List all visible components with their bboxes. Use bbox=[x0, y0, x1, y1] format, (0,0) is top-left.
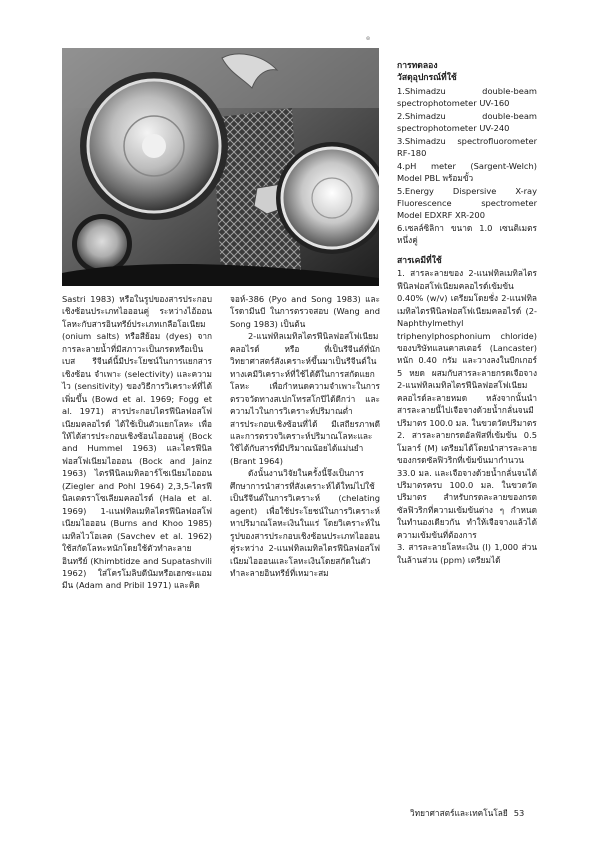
equipment-item: 6.เซลล์ซิลิกา ขนาด 1.0 เซนติเมตร หนึ่งคู่ bbox=[397, 222, 537, 246]
equipment-item: 2.Shimadzu double-beam spectrophotometer UV-240 bbox=[397, 110, 537, 134]
equipment-item: 4.pH meter (Sargent-Welch) Model PBL พร้อมขั้ว bbox=[397, 160, 537, 184]
equipment-item: 3.Shimadzu spectrofluorometer RF-180 bbox=[397, 135, 537, 159]
paragraph: ดังนั้นงานวิจัยในครั้งนี้จึงเป็นการศึกษาการนำสารที่สังเคราะห์ได้ใหม่ไปใช้เป็นรีจีนต์ในการวิเคราะห์ (chelating agent) เพื่อใช้ประโยชน์ในการวิเคราะห์หาปริมาณโลหะเงินในแร่ โดยวิเคราะห์ในรูปของสารประกอบเชิงซ้อนประเภทไอออนคู่ระหว่าง 2-แนฟทิลเมทิลไตรฟีนิลฟอสโฟเนียมไอออนและโลหะเงินโดยสกัดในตัวทำละลายอินทรีย์ที่เหมาะสม bbox=[230, 468, 380, 578]
page-footer bbox=[410, 806, 524, 820]
body-column-3 bbox=[397, 60, 537, 566]
chemicals-heading: สารเคมีที่ใช้ bbox=[397, 255, 442, 266]
paragraph: Sastri 1983) หรือในรูปของสารประกอบเชิงซ้อนประเภทไอออนคู่ ระหว่างไอ้ออนโลหะกับสารอินทรีย์ประเภทเกลือโอเนียม (onium salts) หรือสีย้อม (dyes) จากการละลายน้ำที่มีสภาวะเป็นกรดหรือเป็นเบส รีจีนต์นี้มีประโยชน์ในการแยกสารเชิงซ้อน จำเพาะ (selectivity) และความไว (sensitivity) ของวิธีการวิเคราะห์ที่ได้เพิ่มขึ้น (Bowd et al. 1969; Fogg et al. 1971) สารประกอบไตรฟีนิลฟอสโฟเนียมคลอไรด์ ได้ใช้เป็นตัวแยกโลหะ เพื่อให้ได้สารประกอบเชิงซ้อนไอออนคู่ (Bock and Hummel 1963) และไตรฟีนิลฟอสโฟเนียมไอออน (Bock and Jainz 1963) ไตรฟีนิลเมทิลอาร์โซเนียมไอออน (Ziegler and Pohl 1964) 2,3,5-ไตรฟีนิลเตตราโซเลียมคลอไรด์ (Hala et al. 1969) 1-แนฟทิลเมทิลไตรฟีนิลฟอสโฟเนียมไอออน (Burns and Khoo 1985) เมทิลไวโอเลต (Savchev et al. 1962) ใช้สกัดโลหะหนักโดยใช้ตัวทำละลายอินทรีย์ (Khimbtidze and Supatashvili 1962) ใส่โครโมลิบดีนัมหรือเฮกซะแอมมีน (Adam and Pribil 1971) และคิด bbox=[62, 294, 212, 591]
top-mark: ๏ bbox=[366, 34, 371, 42]
chemical-item: 3. สารละลายโลหะเงิน (I) 1,000 ส่วนในล้านส่วน (ppm) เตรียมได้ bbox=[397, 542, 537, 565]
photo-drawing bbox=[62, 48, 379, 286]
equipment-item: 5.Energy Dispersive X-ray Fluorescence spectrometer Model EDXRF XR-200 bbox=[397, 185, 537, 221]
equipment-item: 1.Shimadzu double-beam spectrophotometer UV-160 bbox=[397, 85, 537, 109]
chemical-item: 2. สารละลายกรดอัลฟัสที่เข้มข้น 0.5 โมลาร์ (M) เตรียมได้โดยนำสารละลายของกรดซัลฟิวริกที่เข้มข้นมากำนวน 33.0 มล. และเจือจางด้วยน้ำกลั่นจนได้ปริมาตรครบ 100.0 มล. ในขวดวัดปริมาตร สำหรับกรดละลายของกรดซัลฟิวริกที่ความเข้มข้นต่าง ๆ กำหนดในทำนองเดียวกัน ทำให้เจือจางแล้วได้ความเข้มข้นที่ต้องการ bbox=[397, 430, 537, 540]
paragraph: 2-แนฟทิลเมทิลไตรฟีนิลฟอสโฟเนียมคลอไรด์ หรือ ที่เป็นรีจีนต์ที่นักวิทยาศาสตร์สังเคราะห์ขึ้นมาเป็นรีจีนต์ในทางเคมีวิเคราะห์ที่ใช้ได้ดีในการสกัดแยกโลหะ เพื่อกำหนดความจำเพาะในการตรวจวัดทางสเปกโทรสโกปีได้ดีกว่า และความไวในการวิเคราะห์ปริมาณต่ำ สารประกอบเชิงซ้อนที่ได้ มีเสถียรภาพดีและการตรวจวิเคราะห์ปริมาณโลหะและใช้ได้กับสารที่มีปริมาณน้อยได้แม่นยำ (Brant 1964) bbox=[230, 331, 380, 466]
experiment-heading: การทดลอง bbox=[397, 61, 438, 71]
equipment-heading: วัสดุอุปกรณ์ที่ใช้ bbox=[397, 73, 457, 84]
vintage-car-headlamp-photo bbox=[62, 48, 379, 286]
body-column-2 bbox=[230, 293, 380, 579]
paragraph: จอห์-386 (Pyo and Song 1983) และ โรดามีนบี ในการตรวจสอบ (Wang and Song 1983) เป็นต้น bbox=[230, 294, 380, 329]
journal-name: วิทยาศาสตร์และเทคโนโลยี bbox=[410, 808, 508, 818]
spacer bbox=[397, 247, 537, 255]
page-number: 53 bbox=[513, 808, 525, 818]
chemical-item: 1. สารละลายของ 2-แนฟทิลเมทิลไตรฟีนิลฟอสโฟเนียมคลอไรด์เข้มข้น 0.40% (w/v) เตรียมโดยชั่ง 2-แนฟทิลเมทิลไตรฟีนิลฟอสโฟเนียมคลอไรด์ (2-Naphthylmethyl triphenylphosphonium chloride) ของบริษัทแลนคาสเตอร์ (Lancaster) หนัก 0.40 กรัม และวางลงในบีกเกอร์ 5 หยด ผสมกับสารละลายกรดเจือจาง 2-แนฟทิลเมทิลไตรฟีนิลฟอสโฟเนียมคลอไรด์ละลายหมด หลังจากนั้นนำสารละลายนี้ไปเจือจางด้วยน้ำกลั่นจนมีปริมาตร 100.0 มล. ในขวดวัดปริมาตร bbox=[397, 268, 537, 428]
body-column-1 bbox=[62, 293, 212, 592]
